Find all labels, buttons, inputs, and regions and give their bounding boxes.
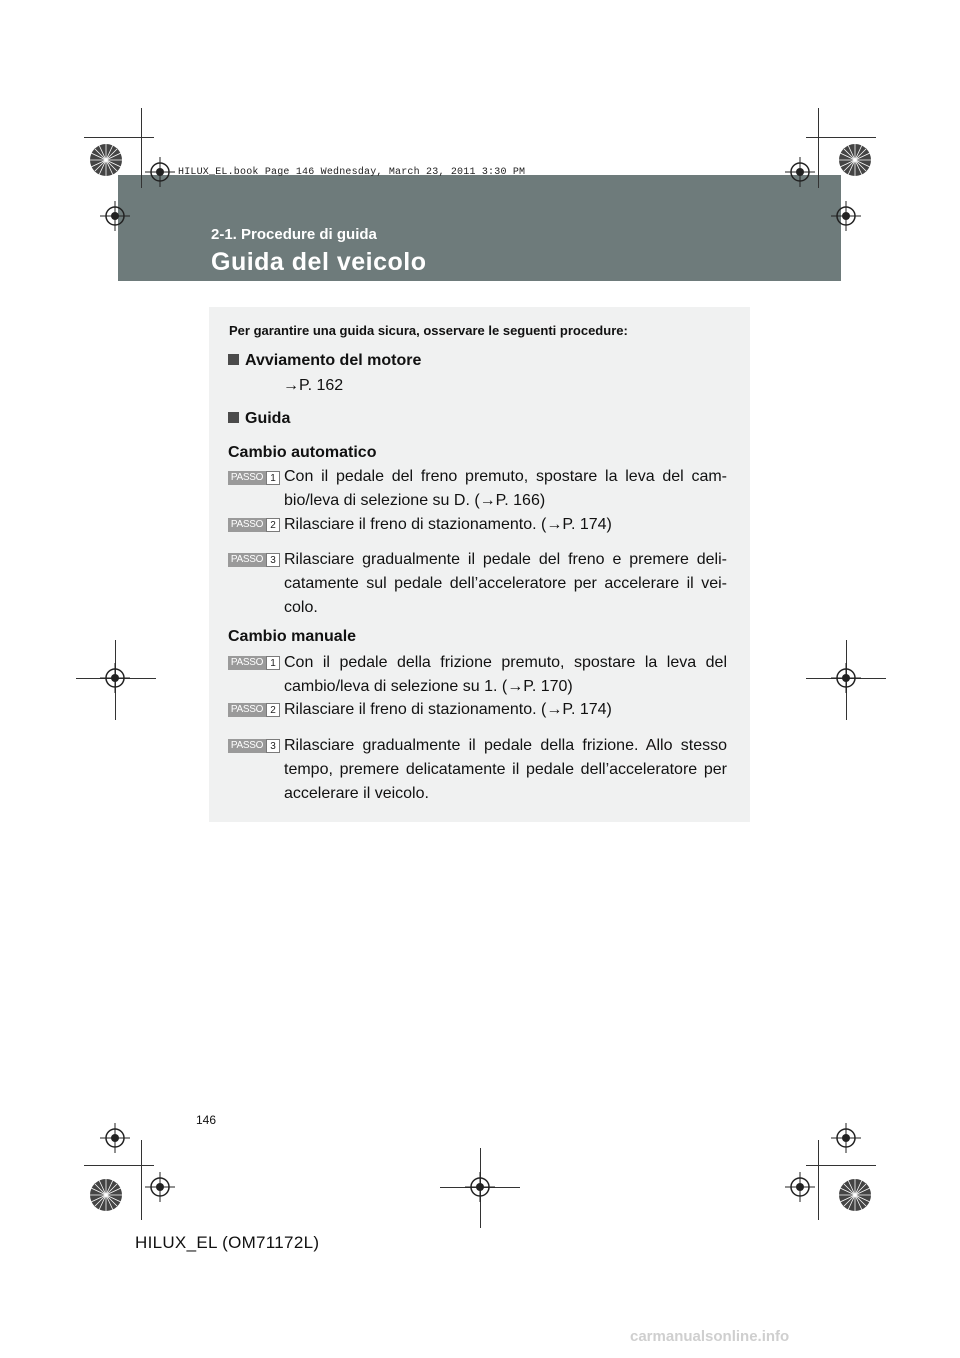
step-text: Rilasciare il freno di stazionamento. (→P. 174) bbox=[284, 516, 612, 533]
heading-driving: Guida bbox=[228, 407, 290, 431]
step-badge: PASSO 2 bbox=[228, 703, 280, 717]
registration-starburst-icon bbox=[89, 1178, 123, 1212]
registration-crosshair-icon bbox=[100, 663, 130, 693]
step-text: Rilasciare il freno di stazionamento. (→P. 174) bbox=[284, 701, 612, 718]
registration-crosshair-icon bbox=[145, 1172, 175, 1202]
registration-starburst-icon bbox=[838, 143, 872, 177]
crop-line bbox=[141, 1140, 142, 1220]
section-title: 2-1. Procedure di guida bbox=[211, 226, 377, 243]
heading-automatic: Cambio automatico bbox=[228, 444, 377, 461]
registration-starburst-icon bbox=[838, 1178, 872, 1212]
step-text: Rilasciare gradualmente il pedale della frizione. Allo stesso tempo, premere delicatamente il pedale dell’acceleratore per accelerare il veicolo. bbox=[284, 737, 727, 802]
registration-crosshair-icon bbox=[465, 1172, 495, 1202]
registration-crosshair-icon bbox=[100, 201, 130, 231]
crop-line bbox=[141, 108, 142, 188]
intro-text: Per garantire una guida sicura, osservare le seguenti procedure: bbox=[229, 323, 628, 338]
registration-crosshair-icon bbox=[831, 663, 861, 693]
registration-crosshair-icon bbox=[831, 1123, 861, 1153]
watermark: carmanualsonline.info bbox=[630, 1328, 790, 1345]
step-badge: PASSO 3 bbox=[228, 739, 280, 753]
registration-crosshair-icon bbox=[785, 1172, 815, 1202]
step-badge: PASSO 3 bbox=[228, 553, 280, 567]
step-text: Rilasciare gradualmente il pedale del freno e premere deli-catamente sul pedale dell’acceleratore per accelerare il vei-colo. bbox=[284, 551, 727, 616]
registration-starburst-icon bbox=[89, 143, 123, 177]
heading-engine-start: Avviamento del motore bbox=[228, 349, 421, 373]
page-reference-link[interactable]: →P. 162 bbox=[283, 377, 344, 394]
square-bullet-icon bbox=[228, 354, 239, 365]
registration-crosshair-icon bbox=[831, 201, 861, 231]
crop-line bbox=[818, 108, 819, 188]
step-badge: PASSO 1 bbox=[228, 471, 280, 485]
crop-line bbox=[84, 137, 154, 138]
crop-line bbox=[806, 137, 876, 138]
print-info-line: HILUX_EL.book Page 146 Wednesday, March 23, 2011 3:30 PM bbox=[178, 167, 526, 178]
document-code: HILUX_EL (OM71172L) bbox=[135, 1233, 320, 1252]
page-title: Guida del veicolo bbox=[211, 248, 427, 276]
step-badge: PASSO 1 bbox=[228, 656, 280, 670]
step-badge: PASSO 2 bbox=[228, 518, 280, 532]
square-bullet-icon bbox=[228, 412, 239, 423]
crop-line bbox=[84, 1165, 154, 1166]
registration-crosshair-icon bbox=[785, 157, 815, 187]
step-text: Con il pedale della frizione premuto, spostare la leva del cambio/leva di selezione su 1. (→P. 170) bbox=[284, 654, 727, 695]
heading-manual: Cambio manuale bbox=[228, 628, 357, 645]
step-text: Con il pedale del freno premuto, spostare la leva del cam-bio/leva di selezione su D. (→P. 166) bbox=[284, 468, 727, 509]
crop-line bbox=[806, 1165, 876, 1166]
procedure-box bbox=[209, 307, 750, 822]
registration-crosshair-icon bbox=[145, 157, 175, 187]
registration-crosshair-icon bbox=[100, 1123, 130, 1153]
page-number: 146 bbox=[196, 1113, 217, 1127]
crop-line bbox=[818, 1140, 819, 1220]
